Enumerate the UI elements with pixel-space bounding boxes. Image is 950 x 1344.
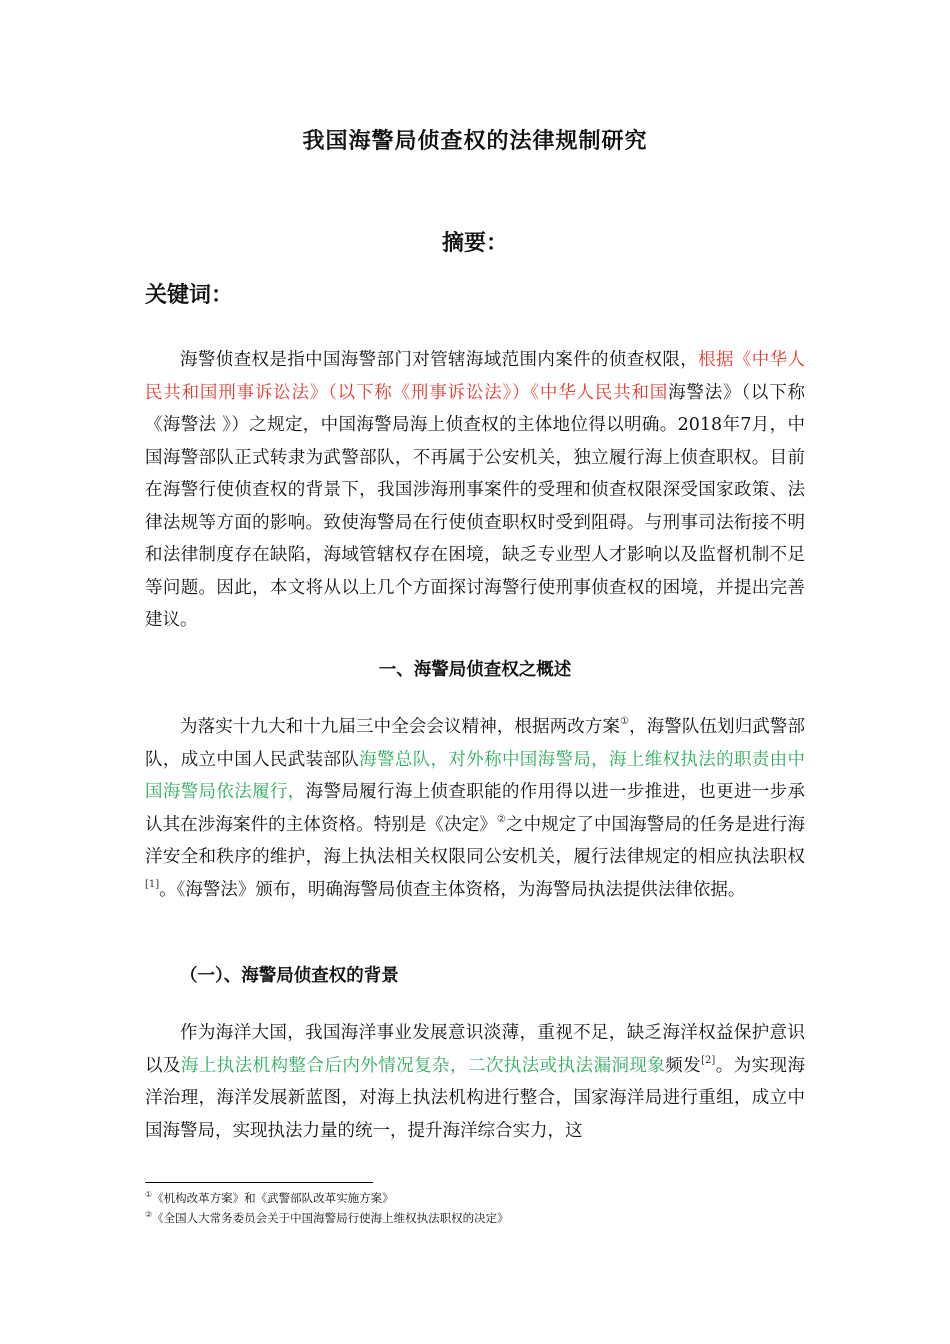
footnote-marker-2[interactable]: ② bbox=[496, 813, 506, 825]
paragraph-overview-text-e: 。《海警法》颁布，明确海警局侦查主体资格，为海警局执法提供法律依据。 bbox=[159, 879, 746, 900]
citation-1[interactable]: [1] bbox=[145, 878, 160, 890]
paragraph-overview-text-a: 为落实十九大和十九届三中全会会议精神，根据两改方案 bbox=[180, 717, 621, 737]
paragraph-background-text-a: 作为海洋大国，我国海洋事业发展意识淡薄，重视不足，缺乏海洋权益保护意识以及 bbox=[145, 1023, 805, 1076]
paragraph-overview-text-c: 海警局履行海上侦查职能的作用得以进一步推进，也更进一步承认其在涉海案件的主体资格。特别是《决定》 bbox=[145, 782, 805, 835]
paragraph-overview-highlight-green: 海警总队，对外称中国海警局，海上维权执法的职责由中国海警局依法履行， bbox=[145, 749, 806, 802]
paragraph-intro bbox=[145, 344, 805, 637]
paragraph-background-highlight-green: 海上执法机构整合后内外情况复杂，二次执法或执法漏洞现象 bbox=[180, 1055, 666, 1076]
paragraph-background-text-b: 频发 bbox=[665, 1055, 702, 1076]
footnote-divider bbox=[145, 1182, 373, 1183]
footnote-1 bbox=[145, 1190, 394, 1206]
paragraph-intro-text-a: 海警侦查权是指中国海警部门对管辖海域范围内案件的侦查权限， bbox=[180, 350, 699, 370]
footnote-1-text: 《机构改革方案》和《武警部队改革实施方案》 bbox=[152, 1191, 394, 1205]
footnote-marker-1[interactable]: ① bbox=[620, 716, 630, 727]
citation-2[interactable]: [2] bbox=[701, 1054, 716, 1066]
section-heading-overview: 一、海警局侦查权之概述 bbox=[378, 660, 572, 680]
paragraph-intro-highlight-red: 根据《中华人民共和国刑事诉讼法》（以下称《刑事诉讼法》）《中华人民共和国 bbox=[145, 350, 806, 403]
paragraph-overview-text-d: 之中规定了中国海警局的任务是进行海洋安全和秩序的维护，海上执法相关权限同公安机关，履行法律规定的相应执法职权 bbox=[145, 814, 806, 867]
footnote-2 bbox=[145, 1210, 509, 1226]
paragraph-background-text-c: 。为实现海洋治理，海洋发展新蓝图，对海上执法机构进行整合，国家海洋局进行重组，成立中国海警局，实现执法力量的统一，提升海洋综合实力，这 bbox=[145, 1055, 806, 1141]
footnote-1-mark: ① bbox=[145, 1190, 153, 1199]
paragraph-overview bbox=[145, 711, 805, 906]
abstract-label: 摘要： bbox=[441, 231, 508, 256]
keywords-label: 关键词： bbox=[145, 283, 234, 308]
subsection-heading-background: （一）、海警局侦查权的背景 bbox=[180, 966, 399, 986]
footnote-2-mark: ② bbox=[145, 1210, 153, 1219]
paragraph-background bbox=[145, 1017, 805, 1147]
paragraph-overview-text-b: ，海警队伍划归武警部队，成立中国人民武装部队 bbox=[145, 717, 806, 770]
footnote-2-text: 《全国人大常务委员会关于中国海警局行使海上维权执法职权的决定》 bbox=[152, 1211, 509, 1225]
document-title: 我国海警局侦查权的法律规制研究 bbox=[302, 129, 648, 154]
paragraph-intro-text-b: 海警法》（以下称《海警法 》）之规定，中国海警局海上侦查权的主体地位得以明确。2018年7月，中国海警部队正式转隶为武警部队，不再属于公安机关，独立履行海上侦查职权。目前在海警行使侦查权的背景下，我国涉海刑事案件的受理和侦查权限深受国家政策、法律法规等方面的影响。致使海警局在行使侦查职权时受到阻碍。与刑事司法衔接不明和法律制度存在缺陷，海域管辖权存在困境，缺乏专业型人才影响以及监督机制不足等问题。因此，本文将从以上几个方面探讨海警行使刑事侦查权的困境，并提出完善建议。 bbox=[145, 382, 806, 630]
